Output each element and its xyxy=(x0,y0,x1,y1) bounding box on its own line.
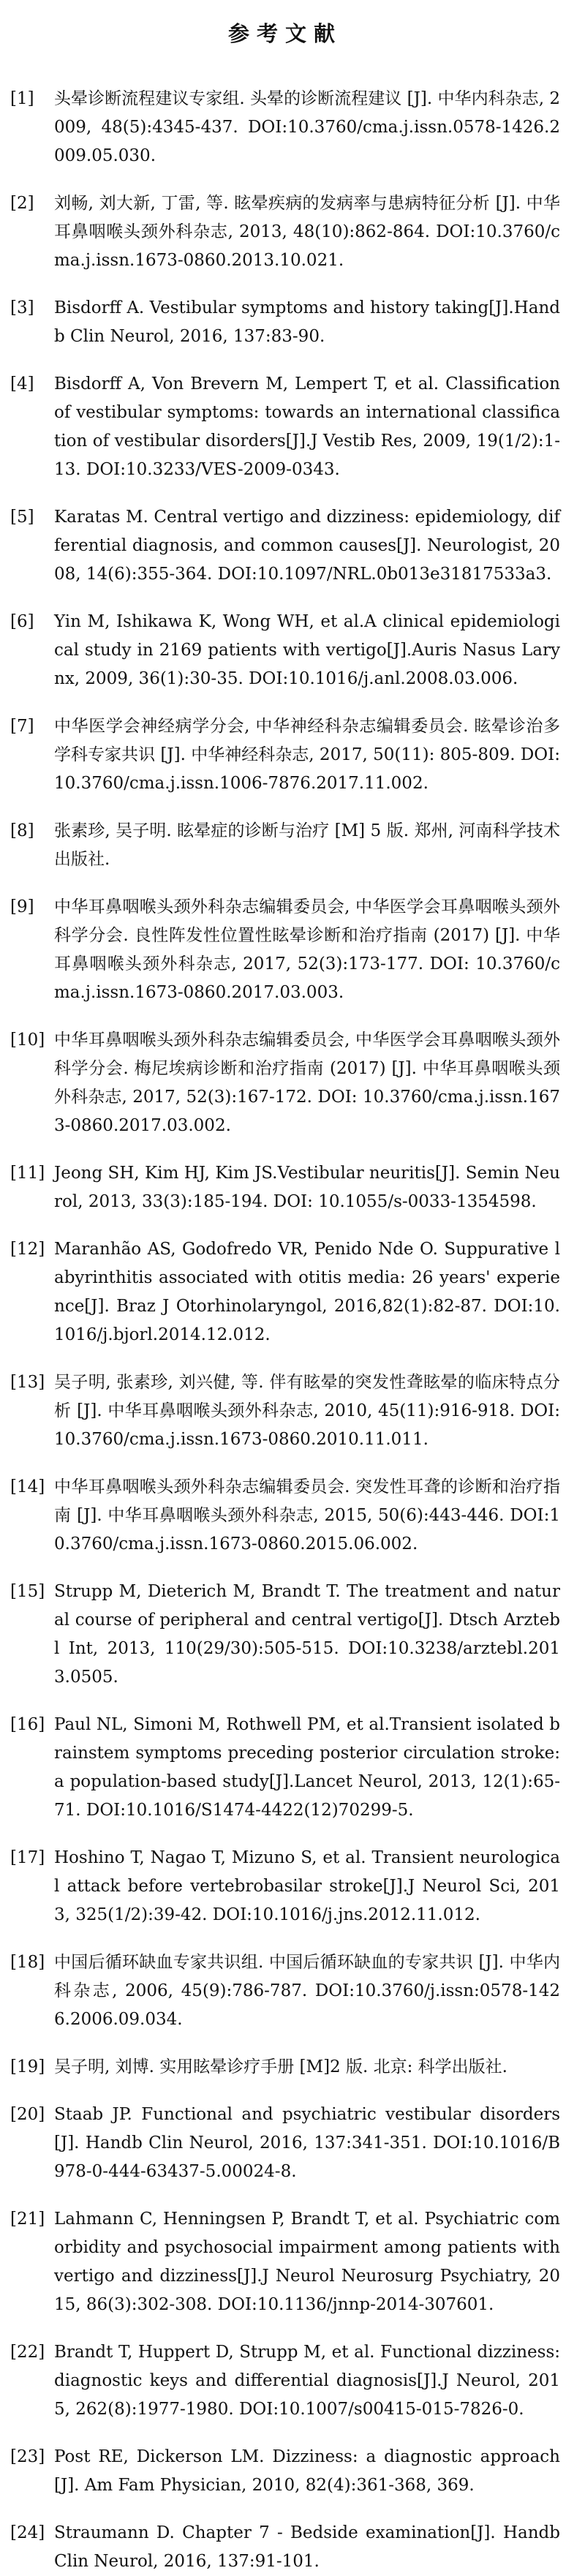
reference-text: Strupp M, Dieterich M, Brandt T. The treatment and natural course of peripheral and central vertigo[J]. Dtsch Arztebl Int, 2013, 110(29/30):505-515. DOI:10.3238/arztebl.2013.0505. xyxy=(54,1582,560,1687)
reference-item xyxy=(10,608,560,693)
reference-item xyxy=(10,1711,560,1825)
reference-text: Bisdorff A, Von Brevern M, Lempert T, et al. Classification of vestibular symptoms: towards an international classification of vestibular disorders[J].J Vestib Res, 2009, 19(1/2):1-13. DOI:10.3233/VES-2009-0343. xyxy=(54,374,560,479)
reference-item xyxy=(10,893,560,1007)
reference-number: [21] xyxy=(10,2210,45,2229)
reference-item xyxy=(10,294,560,351)
reference-text: 中华耳鼻咽喉头颈外科杂志编辑委员会, 中华医学会耳鼻咽喉头颈外科学分会. 梅尼埃病诊断和治疗指南 (2017) [J]. 中华耳鼻咽喉头颈外科杂志, 2017, 52(3):167-172. DOI: 10.3760/cma.j.issn.1673-0860.2017.03.002. xyxy=(54,1031,560,1135)
reference-text: Brandt T, Huppert D, Strupp M, et al. Functional dizziness: diagnostic keys and differential diagnosis[J].J Neurol, 2015, 262(8):1977-1980. DOI:10.1007/s00415-015-7826-0. xyxy=(54,2343,560,2419)
reference-item xyxy=(10,85,560,170)
reference-item xyxy=(10,2053,560,2082)
reference-text: Maranhão AS, Godofredo VR, Penido Nde O. Suppurative labyrinthitis associated with otitis media: 26 years' experience[J]. Braz J Otorhinolaryngol, 2016,82(1):82-87. DOI:10.1016/j.bjorl.2014.12.012. xyxy=(54,1240,560,1344)
reference-number: [7] xyxy=(10,717,34,736)
reference-number: [11] xyxy=(10,1164,45,1183)
reference-item xyxy=(10,2101,560,2186)
reference-number: [6] xyxy=(10,612,34,631)
reference-item xyxy=(10,1473,560,1559)
reference-number: [2] xyxy=(10,194,34,213)
reference-text: Bisdorff A. Vestibular symptoms and history taking[J].Handb Clin Neurol, 2016, 137:83-90. xyxy=(54,298,560,346)
reference-number: [4] xyxy=(10,374,34,393)
reference-text: 中国后循环缺血专家共识组. 中国后循环缺血的专家共识 [J]. 中华内科杂志, 2006, 45(9):786-787. DOI:10.3760/j.issn:0578-1426.2006.09.034. xyxy=(54,1953,560,2029)
reference-item xyxy=(10,370,560,484)
reference-text: Staab JP. Functional and psychiatric vestibular disorders[J]. Handb Clin Neurol, 2016, 137:341-351. DOI:10.1016/B978-0-444-63437-5.00024-8. xyxy=(54,2105,560,2181)
reference-item xyxy=(10,1844,560,1929)
reference-text: 中华耳鼻咽喉头颈外科杂志编辑委员会. 突发性耳聋的诊断和治疗指南 [J]. 中华耳鼻咽喉头颈外科杂志, 2015, 50(6):443-446. DOI:10.3760/cma.j.issn.1673-0860.2015.06.002. xyxy=(54,1477,560,1553)
reference-number: [23] xyxy=(10,2447,45,2466)
reference-item xyxy=(10,189,560,275)
reference-number: [12] xyxy=(10,1240,45,1259)
reference-number: [18] xyxy=(10,1953,45,1972)
reference-text: Karatas M. Central vertigo and dizziness: epidemiology, differential diagnosis, and common causes[J]. Neurologist, 2008, 14(6):355-364. DOI:10.1097/NRL.0b013e31817533a3. xyxy=(54,508,560,584)
reference-number: [17] xyxy=(10,1848,45,1867)
reference-number: [22] xyxy=(10,2343,45,2362)
reference-item xyxy=(10,503,560,589)
reference-number: [1] xyxy=(10,89,34,108)
reference-number: [14] xyxy=(10,1477,45,1496)
reference-text: 中华耳鼻咽喉头颈外科杂志编辑委员会, 中华医学会耳鼻咽喉头颈外科学分会. 良性阵发性位置性眩晕诊断和治疗指南 (2017) [J]. 中华耳鼻咽喉头颈外科杂志, 2017, 52(3):173-177. DOI: 10.3760/cma.j.issn.1673-0860.2017.03.003. xyxy=(54,897,560,1002)
reference-item xyxy=(10,2338,560,2424)
reference-item xyxy=(10,712,560,798)
reference-item xyxy=(10,1235,560,1349)
reference-text: 吴子明, 张素珍, 刘兴健, 等. 伴有眩晕的突发性聋眩晕的临床特点分析 [J]. 中华耳鼻咽喉头颈外科杂志, 2010, 45(11):916-918. DOI:10.3760/cma.j.issn.1673-0860.2010.11.011. xyxy=(54,1373,560,1449)
reference-text: Yin M, Ishikawa K, Wong WH, et al.A clinical epidemiological study in 2169 patients with vertigo[J].Auris Nasus Larynx, 2009, 36(1):30-35. DOI:10.1016/j.anl.2008.03.006. xyxy=(54,612,560,688)
reference-text: Paul NL, Simoni M, Rothwell PM, et al.Transient isolated brainstem symptoms preceding posterior circulation stroke: a population-based study[J].Lancet Neurol, 2013, 12(1):65-71. DOI:10.1016/S1474-4422(12)70299-5. xyxy=(54,1715,560,1820)
reference-text: 刘畅, 刘大新, 丁雷, 等. 眩晕疾病的发病率与患病特征分析 [J]. 中华耳鼻咽喉头颈外科杂志, 2013, 48(10):862-864. DOI:10.3760/cma.j.issn.1673-0860.2013.10.021. xyxy=(54,194,560,270)
reference-number: [19] xyxy=(10,2057,45,2076)
reference-text: 中华医学会神经病学分会, 中华神经科杂志编辑委员会. 眩晕诊治多学科专家共识 [J]. 中华神经科杂志, 2017, 50(11): 805-809. DOI:10.3760/cma.j.issn.1006-7876.2017.11.002. xyxy=(54,717,560,793)
reference-number: [3] xyxy=(10,298,34,317)
reference-item xyxy=(10,2443,560,2500)
reference-item xyxy=(10,1368,560,1454)
reference-item xyxy=(10,817,560,874)
reference-number: [9] xyxy=(10,897,34,916)
reference-text: Post RE, Dickerson LM. Dizziness: a diagnostic approach[J]. Am Fam Physician, 2010, 82(4):361-368, 369. xyxy=(54,2447,560,2495)
reference-number: [20] xyxy=(10,2105,45,2124)
reference-number: [24] xyxy=(10,2523,45,2542)
reference-number: [5] xyxy=(10,508,34,527)
reference-text: 张素珍, 吴子明. 眩晕症的诊断与治疗 [M] 5 版. 郑州, 河南科学技术出版社. xyxy=(54,821,560,869)
reference-text: Hoshino T, Nagao T, Mizuno S, et al. Transient neurological attack before vertebrobasilar stroke[J].J Neurol Sci, 2013, 325(1/2):39-42. DOI:10.1016/j.jns.2012.11.012. xyxy=(54,1848,560,1924)
reference-number: [15] xyxy=(10,1582,45,1601)
reference-item xyxy=(10,1159,560,1216)
reference-number: [10] xyxy=(10,1031,45,1050)
reference-item xyxy=(10,2519,560,2576)
reference-text: Straumann D. Chapter 7 - Bedside examination[J]. Handb Clin Neurol, 2016, 137:91-101. xyxy=(54,2523,560,2571)
reference-list xyxy=(10,85,560,2576)
reference-text: Lahmann C, Henningsen P, Brandt T, et al. Psychiatric comorbidity and psychosocial impairment among patients with vertigo and dizziness[J].J Neurol Neurosurg Psychiatry, 2015, 86(3):302-308. DOI:10.1136/jnnp-2014-307601. xyxy=(54,2210,560,2314)
reference-item xyxy=(10,1026,560,1140)
reference-number: [16] xyxy=(10,1715,45,1734)
page-title: 参考文献 xyxy=(227,21,342,46)
reference-text: Jeong SH, Kim HJ, Kim JS.Vestibular neuritis[J]. Semin Neurol, 2013, 33(3):185-194. DOI: 10.1055/s-0033-1354598. xyxy=(54,1164,560,1211)
reference-item xyxy=(10,1948,560,2034)
reference-text: 吴子明, 刘博. 实用眩晕诊疗手册 [M]2 版. 北京: 科学出版社. xyxy=(54,2057,507,2076)
reference-number: [13] xyxy=(10,1373,45,1392)
reference-text: 头晕诊断流程建议专家组. 头晕的诊断流程建议 [J]. 中华内科杂志, 2009, 48(5):4345-437. DOI:10.3760/cma.j.issn.0578-1426.2009.05.030. xyxy=(54,89,560,165)
reference-number: [8] xyxy=(10,821,34,840)
reference-item xyxy=(10,2205,560,2319)
reference-item xyxy=(10,1578,560,1692)
